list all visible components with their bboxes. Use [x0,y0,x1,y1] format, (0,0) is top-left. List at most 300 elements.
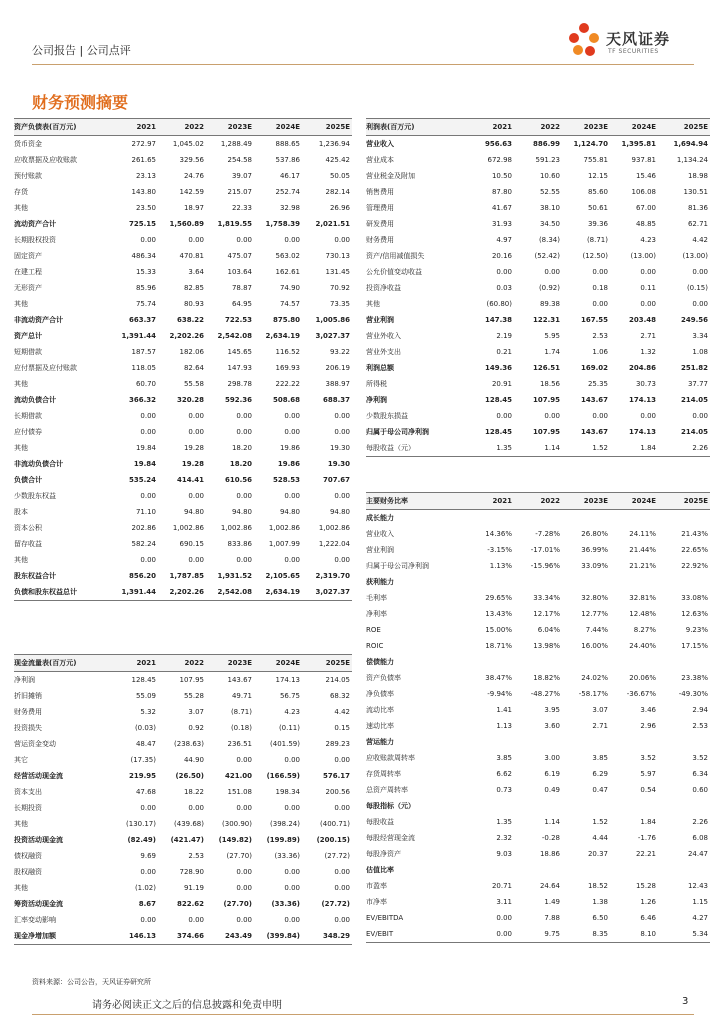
table-row [14,200,352,216]
value-cell [464,654,514,670]
value-cell: 52.55 [539,188,560,196]
value-cell: 0.00 [140,556,156,564]
value-cell: 15.46 [635,172,656,180]
value-cell: 0.00 [236,756,252,764]
value-cell: 143.67 [580,428,608,436]
value-cell: 50.05 [329,172,350,180]
row-label: 资本支出 [14,788,42,796]
row-label: 财务费用 [14,708,42,716]
value-cell [610,734,658,750]
value-cell: 19.30 [329,444,350,452]
header-year-cell: 2024E [610,493,658,510]
value-cell: 0.00 [284,916,300,924]
header-year-cell: 2025E [658,119,710,136]
value-cell: (27.70) [226,852,252,860]
value-cell: 1,222.04 [318,540,350,548]
value-cell: 5.32 [140,708,156,716]
row-label: 预付账款 [14,172,42,180]
table-row [366,344,710,360]
value-cell: 49.71 [231,692,252,700]
value-cell: 107.95 [179,676,204,684]
value-cell: 128.45 [484,396,512,404]
row-label: 每股净资产 [366,850,401,858]
value-cell: 73.35 [329,300,350,308]
table-row [366,136,710,153]
row-label: 归属于母公司净利润 [366,428,429,436]
value-cell: 1.14 [514,440,562,457]
disclaimer: 请务必阅读正文之后的信息披露和免责申明 [92,1000,282,1011]
value-cell: 9.75 [514,926,562,943]
table-row [14,520,352,536]
value-cell: 2.53 [592,332,608,340]
value-cell: 0.00 [284,492,300,500]
row-label: 研发费用 [366,220,394,228]
value-cell: 707.67 [322,476,350,484]
value-cell: 169.02 [580,364,608,372]
value-cell: 130.51 [683,188,708,196]
value-cell: 68.32 [329,692,350,700]
value-cell [610,798,658,814]
row-label: 长期借款 [14,412,42,420]
row-label: 获利能力 [366,578,394,586]
value-cell: 214.05 [680,396,708,404]
table-row [14,168,352,184]
value-cell: 16.00% [581,642,608,650]
value-cell: 4.23 [284,708,300,716]
value-cell: 2.94 [692,706,708,714]
value-cell: 956.63 [484,140,512,148]
value-cell: 1,002.86 [318,524,350,532]
value-cell: 60.70 [135,380,156,388]
value-cell: (26.50) [175,772,204,780]
row-label: 净负债率 [366,690,394,698]
table-row [14,328,352,344]
table-row [14,816,352,832]
value-cell: 1.26 [640,898,656,906]
value-cell: 0.00 [284,756,300,764]
value-cell: (401.59) [270,740,300,748]
row-label: EV/EBITDA [366,914,404,922]
value-cell: 19.86 [277,460,300,468]
value-cell: -1.76 [637,834,656,842]
value-cell: 6.62 [496,770,512,778]
value-cell: 2,542.08 [206,584,254,601]
value-cell [562,654,610,670]
value-cell [514,574,562,590]
logo-text: 天风证券 [606,30,671,48]
value-cell: 0.00 [284,428,300,436]
value-cell: 728.90 [179,868,204,876]
value-cell: 55.28 [183,692,204,700]
table-row [14,296,352,312]
value-cell: 48.85 [635,220,656,228]
value-cell: 0.00 [334,412,350,420]
value-cell: 320.28 [176,396,204,404]
value-cell: 0.00 [334,868,350,876]
row-label: 固定资产 [14,252,42,260]
table-row [14,688,352,704]
value-cell: 19.28 [183,444,204,452]
value-cell [658,734,710,750]
value-cell: 39.07 [231,172,252,180]
value-cell: (27.72) [321,900,350,908]
value-cell: 0.00 [592,412,608,420]
value-cell: 23.38% [681,674,708,682]
value-cell: 75.74 [135,300,156,308]
row-label: ROIC [366,642,384,650]
table-row [14,672,352,689]
value-cell: 126.51 [532,364,560,372]
table-row [366,798,710,814]
table-row [14,584,352,601]
value-cell: 2.26 [658,440,710,457]
value-cell: 298.78 [227,380,252,388]
value-cell: 2,202.26 [169,332,204,340]
value-cell: 0.00 [140,868,156,876]
value-cell: 18.20 [231,444,252,452]
value-cell: 33.34% [533,594,560,602]
value-cell: 0.00 [692,412,708,420]
value-cell: 162.61 [275,268,300,276]
table-row [366,766,710,782]
value-cell: 131.45 [325,268,350,276]
row-label: 资本公积 [14,524,42,532]
row-label: 其他 [14,884,28,892]
value-cell: 1,002.86 [172,524,204,532]
value-cell: 64.95 [231,300,252,308]
value-cell: 55.58 [183,380,204,388]
value-cell: 252.74 [275,188,300,196]
value-cell: (1.02) [134,884,156,892]
value-cell: (149.82) [218,836,252,844]
value-cell: (400.71) [320,820,350,828]
value-cell: 198.34 [275,788,300,796]
value-cell: 1.13 [496,722,512,730]
row-label: 市盈率 [366,882,387,890]
value-cell: 0.47 [592,786,608,794]
table-row [14,280,352,296]
row-label: 营运能力 [366,738,394,746]
row-label: 公允价值变动收益 [366,268,422,276]
value-cell: 44.90 [183,756,204,764]
table-row [366,558,710,574]
table-row [366,248,710,264]
value-cell: 3.00 [544,754,560,762]
value-cell: 0.00 [140,428,156,436]
header-label-cell: 利润表(百万元) [366,119,464,136]
value-cell: 167.55 [580,316,608,324]
table-row [14,912,352,928]
row-label: 营业外收入 [366,332,401,340]
value-cell: 0.00 [284,556,300,564]
value-cell: 0.00 [284,804,300,812]
value-cell: 204.86 [628,364,656,372]
table-row [14,376,352,392]
value-cell: 19.28 [181,460,204,468]
value-cell: (199.89) [266,836,300,844]
value-cell: 81.36 [687,204,708,212]
row-label: 所得税 [366,380,387,388]
row-label: 流动比率 [366,706,394,714]
row-label: 营业收入 [366,140,394,148]
table-row [14,552,352,568]
header-year-cell: 2023E [206,655,254,672]
header-year-cell: 2024E [254,119,302,136]
value-cell: 22.21 [635,850,656,858]
value-cell: 528.53 [272,476,300,484]
value-cell [464,510,514,527]
row-label: 营业利润 [366,546,394,554]
table-row [366,782,710,798]
logo-icon [566,20,606,60]
table-row [14,864,352,880]
value-cell: 0.00 [188,492,204,500]
table-row [14,472,352,488]
value-cell: 219.95 [128,772,156,780]
value-cell [464,574,514,590]
header-year-cell: 2023E [562,119,610,136]
table-row [366,312,710,328]
value-cell: 6.19 [544,770,560,778]
value-cell: 414.41 [176,476,204,484]
value-cell: 0.00 [544,412,560,420]
row-label: 资产负债率 [366,674,401,682]
row-label: 管理费用 [366,204,394,212]
value-cell: (13.00) [682,252,708,260]
value-cell: 18.97 [183,204,204,212]
value-cell: 37.77 [687,380,708,388]
value-cell: 19.30 [327,460,350,468]
value-cell: 3,027.37 [302,584,352,601]
value-cell: 1,395.81 [621,140,656,148]
table-row [366,910,710,926]
value-cell: 0.00 [284,236,300,244]
value-cell [562,574,610,590]
value-cell: (399.84) [254,928,302,945]
value-cell: -0.28 [541,834,560,842]
value-cell: 0.00 [236,412,252,420]
table-row [366,654,710,670]
value-cell: 12.15 [587,172,608,180]
value-cell: 50.61 [587,204,608,212]
value-cell: 0.00 [334,884,350,892]
value-cell: 38.47% [485,674,512,682]
value-cell: 0.21 [496,348,512,356]
table-row [366,846,710,862]
value-cell: 730.13 [325,252,350,260]
value-cell: 94.80 [329,508,350,516]
table-row [366,328,710,344]
value-cell: 690.15 [179,540,204,548]
value-cell: 47.68 [135,788,156,796]
value-cell: (12.50) [582,252,608,260]
table-row [366,926,710,943]
value-cell: 17.15% [681,642,708,650]
value-cell: 1,045.02 [172,140,204,148]
value-cell: 0.00 [464,926,514,943]
value-cell: 1,931.52 [217,572,252,580]
row-label: 留存收益 [14,540,42,548]
value-cell: 4.42 [334,708,350,716]
value-cell: 15.28 [635,882,656,890]
value-cell: 0.00 [140,804,156,812]
table-row [14,408,352,424]
value-cell: 202.86 [131,524,156,532]
value-cell: 3.85 [592,754,608,762]
value-cell: (8.71) [586,236,608,244]
value-cell: 638.22 [176,316,204,324]
row-label: 财务费用 [366,236,394,244]
value-cell: 0.00 [544,268,560,276]
value-cell: -3.15% [487,546,512,554]
value-cell: 7.88 [544,914,560,922]
value-cell: 0.00 [140,916,156,924]
value-cell: 20.06% [629,674,656,682]
value-cell: 18.22 [183,788,204,796]
value-cell: (60.80) [486,300,512,308]
value-cell [562,510,610,527]
footer-divider [32,1014,694,1015]
value-cell: 0.03 [496,284,512,292]
value-cell [610,574,658,590]
value-cell: 0.00 [496,914,512,922]
value-cell: 563.02 [275,252,300,260]
table-row [14,704,352,720]
table-row [14,720,352,736]
value-cell: 1.14 [544,818,560,826]
value-cell: 0.00 [236,556,252,564]
value-cell [610,654,658,670]
income-statement-table [366,118,710,457]
value-cell: 12.17% [533,610,560,618]
row-label: 股东权益合计 [14,572,56,580]
value-cell: 116.52 [275,348,300,356]
value-cell: 5.95 [544,332,560,340]
value-cell: 0.18 [592,284,608,292]
value-cell: (27.72) [324,852,350,860]
value-cell: 146.13 [110,928,158,945]
value-cell: 822.62 [176,900,204,908]
value-cell: 1.08 [692,348,708,356]
row-label: 其他 [14,444,28,452]
value-cell [610,862,658,878]
value-cell: 6.04% [537,626,560,634]
value-cell: 1.38 [592,898,608,906]
value-cell: 149.36 [484,364,512,372]
header-divider [32,64,694,65]
value-cell: 21.43% [681,530,708,538]
value-cell: 3.60 [544,722,560,730]
table-row [14,832,352,848]
value-cell: 0.00 [334,756,350,764]
value-cell: 25.35 [587,380,608,388]
value-cell: 886.99 [532,140,560,148]
row-label: 其他 [366,300,380,308]
value-cell: 254.58 [227,156,252,164]
row-label: 非流动负债合计 [14,460,63,468]
value-cell: 174.13 [628,428,656,436]
row-label: 应付票据及应付账款 [14,364,77,372]
row-label: 营业成本 [366,156,394,164]
value-cell: 0.00 [692,268,708,276]
value-cell: 4.27 [692,914,708,922]
value-cell: 1,002.86 [220,524,252,532]
value-cell: 888.65 [275,140,300,148]
value-cell: 0.00 [236,428,252,436]
value-cell: 672.98 [487,156,512,164]
row-label: 现金净增加额 [14,928,110,945]
value-cell: 3.52 [640,754,656,762]
value-cell: 2,105.65 [265,572,300,580]
table-row [366,232,710,248]
row-label: 负债合计 [14,476,42,484]
value-cell: (0.18) [230,724,252,732]
value-cell: 0.00 [334,492,350,500]
value-cell: 103.64 [227,268,252,276]
table-row [366,670,710,686]
table-row [366,184,710,200]
value-cell: 5.97 [640,770,656,778]
value-cell [464,798,514,814]
value-cell: 1,819.55 [217,220,252,228]
row-label: 净利率 [366,610,387,618]
table-row [14,784,352,800]
value-cell [514,798,562,814]
value-cell: 94.80 [279,508,300,516]
row-label: 其他 [14,380,28,388]
value-cell: 329.56 [179,156,204,164]
value-cell: 200.56 [325,788,350,796]
value-cell: 2.26 [692,818,708,826]
value-cell: 282.14 [325,188,350,196]
value-cell: 9.23% [685,626,708,634]
value-cell: 0.54 [640,786,656,794]
value-cell: 1,124.70 [573,140,608,148]
value-cell: 10.50 [491,172,512,180]
table-row [366,894,710,910]
table-row [14,568,352,584]
value-cell: 24.11% [629,530,656,538]
header-label-cell: 现金流量表(百万元) [14,655,110,672]
table-row [366,216,710,232]
value-cell: 143.67 [227,676,252,684]
value-cell: 3.46 [640,706,656,714]
value-cell: (166.59) [266,772,300,780]
value-cell: 1,288.49 [220,140,252,148]
value-cell: 2.71 [640,332,656,340]
value-cell: 38.10 [539,204,560,212]
value-cell: 20.16 [491,252,512,260]
value-cell: 206.19 [325,364,350,372]
value-cell: 0.00 [334,916,350,924]
value-cell: -17.01% [530,546,560,554]
row-label: 在建工程 [14,268,42,276]
value-cell: 34.50 [539,220,560,228]
value-cell: 348.29 [302,928,352,945]
row-label: 其他 [14,300,28,308]
row-label: 短期借款 [14,348,42,356]
table-row [366,622,710,638]
value-cell: 18.82% [533,674,560,682]
value-cell [464,734,514,750]
row-label: 净利润 [366,396,387,404]
table-header-row [14,119,352,136]
table-row [14,136,352,153]
value-cell: 32.80% [581,594,608,602]
value-cell: 89.38 [539,300,560,308]
value-cell: 55.09 [135,692,156,700]
value-cell: 118.05 [131,364,156,372]
